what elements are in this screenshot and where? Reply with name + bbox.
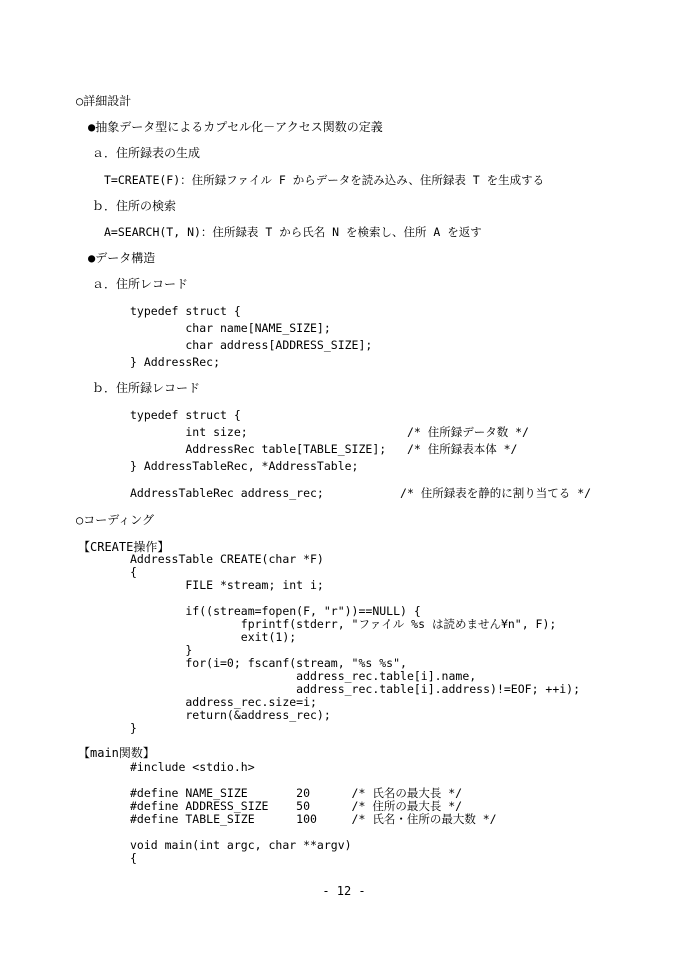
code-line: { — [130, 851, 137, 865]
code-line: { — [130, 565, 137, 579]
code-line: #define TABLE_SIZE 100 /* 氏名・住所の最大数 */ — [130, 812, 497, 826]
code-line: return(&address_rec); — [130, 708, 331, 722]
table-record-title: ｂ．住所録レコード — [92, 381, 201, 395]
record-title: ａ．住所レコード — [92, 277, 189, 291]
op-a-desc: T=CREATE(F)：住所録ファイル F からデータを読み込み、住所録表 T を生成する — [104, 173, 545, 187]
code-line: fprintf(stderr, "ファイル %s は読めません¥n", F); — [130, 617, 557, 631]
code-line: address_rec.size=i; — [130, 695, 317, 709]
data-structure-heading: ●データ構造 — [88, 251, 156, 265]
op-a-title: ａ．住所録表の生成 — [92, 146, 201, 160]
code-line: void main(int argc, char **argv) — [130, 838, 352, 852]
op-b-title: ｂ．住所の検索 — [92, 199, 177, 213]
code-line: char name[NAME_SIZE]; — [130, 321, 331, 335]
abstract-type-heading: ●抽象データ型によるカプセル化－アクセス関数の定義 — [88, 120, 383, 134]
create-op-label: 【CREATE操作】 — [78, 540, 170, 554]
code-line: address_rec.table[i].address)!=EOF; ++i); — [130, 682, 581, 696]
code-line: #define ADDRESS_SIZE 50 /* 住所の最大長 */ — [130, 799, 463, 813]
code-line: typedef struct { — [130, 408, 241, 422]
code-line: exit(1); — [130, 630, 297, 644]
code-line: address_rec.table[i].name, — [130, 669, 477, 683]
code-line: typedef struct { — [130, 304, 241, 318]
code-line: FILE *stream; int i; — [130, 578, 324, 592]
section-heading-design: ○詳細設計 — [76, 94, 132, 108]
code-line: if((stream=fopen(F, "r"))==NULL) { — [130, 604, 421, 618]
code-line: } AddressTableRec, *AddressTable; — [130, 459, 359, 473]
code-line: int size; /* 住所録データ数 */ — [130, 425, 529, 439]
page-number: - 12 - — [322, 884, 366, 898]
code-line: AddressRec table[TABLE_SIZE]; /* 住所録表本体 */ — [130, 442, 518, 456]
code-line: } — [130, 643, 193, 657]
section-heading-coding: ○コーディング — [76, 513, 155, 527]
code-line: char address[ADDRESS_SIZE]; — [130, 338, 373, 352]
op-b-desc: A=SEARCH(T, N)：住所録表 T から氏名 N を検索し、住所 A を返す — [104, 225, 482, 239]
code-line: #include <stdio.h> — [130, 760, 255, 774]
code-line: AddressTable CREATE(char *F) — [130, 552, 324, 566]
code-line: AddressTableRec address_rec; /* 住所録表を静的に割り当てる */ — [130, 486, 592, 500]
code-line: } AddressRec; — [130, 355, 221, 369]
code-line: #define NAME_SIZE 20 /* 氏名の最大長 */ — [130, 786, 463, 800]
code-line: for(i=0; fscanf(stream, "%s %s", — [130, 656, 407, 670]
main-fn-label: 【main関数】 — [78, 746, 155, 760]
code-line: } — [130, 721, 137, 735]
